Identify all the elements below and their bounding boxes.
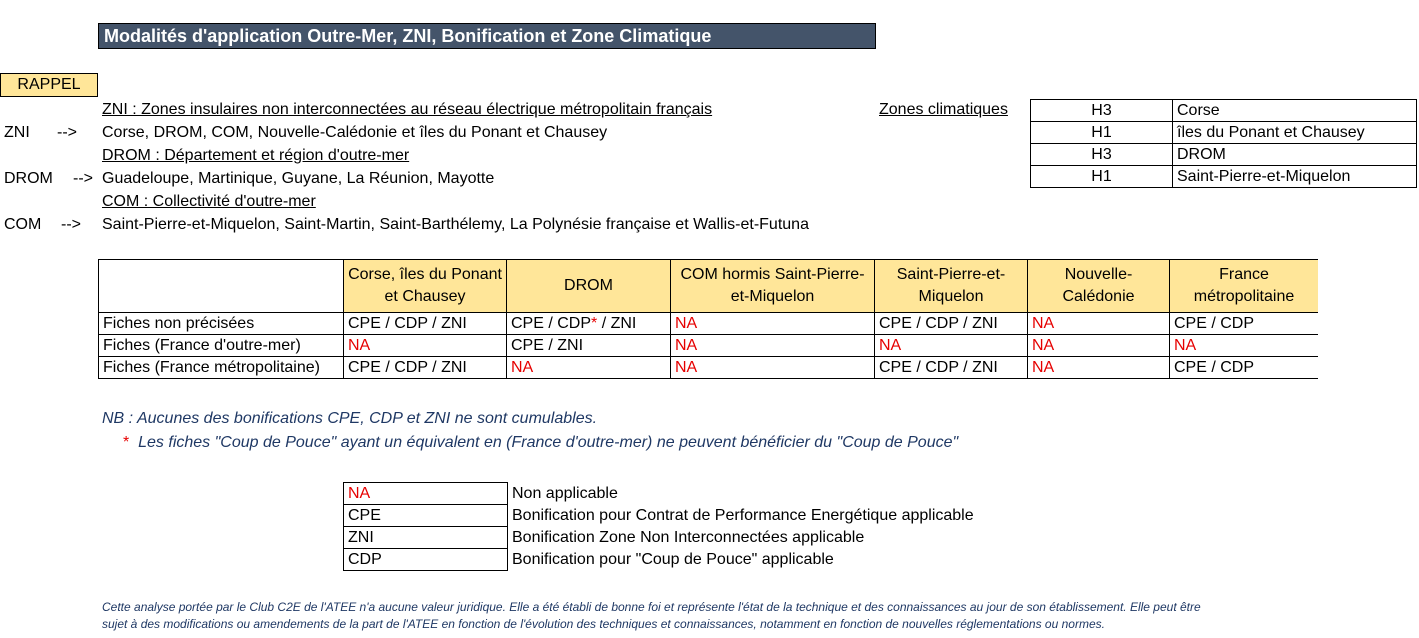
disclaimer-line-2: sujet à des modifications ou amendements de la part de l'ATEE en fonction de l'évolution des techniques et connaissances, notamment en fonction de nouvelles réglementations ou normes. [102, 617, 1105, 631]
drom-list: Guadeloupe, Martinique, Guyane, La Réunion, Mayotte [102, 170, 495, 187]
disclaimer-line-1: Cette analyse portée par le Club C2E de l'ATEE n'a aucune valeur juridique. Elle a été établi de bonne foi et représente l'état de la technique et des connaissances au jour de son établissement. Elle peut être [102, 600, 1201, 614]
matrix-cell: NA [671, 335, 875, 357]
matrix-cell: NA [344, 335, 507, 357]
matrix-cell: NA [1170, 335, 1319, 357]
matrix-corner-cell [99, 260, 344, 313]
row-label: Fiches non précisées [99, 313, 344, 335]
table-row [1031, 166, 1417, 188]
com-heading: COM : Collectivité d'outre-mer [102, 193, 316, 210]
bonification-matrix [98, 259, 1318, 379]
matrix-cell: CPE / CDP [1170, 313, 1319, 335]
legend-row [344, 527, 979, 549]
com-list: Saint-Pierre-et-Miquelon, Saint-Martin, Saint-Barthélemy, La Polynésie française et Wallis-et-Futuna [102, 216, 809, 233]
zni-heading: ZNI : Zones insulaires non interconnectées au réseau électrique métropolitain français [102, 101, 713, 118]
matrix-cell: NA [1028, 313, 1170, 335]
table-row [1031, 122, 1417, 144]
coup-de-pouce-text: Les fiches "Coup de Pouce" ayant un équivalent en (France d'outre-mer) ne peuvent bénéficier du "Coup de Pouce" [138, 434, 959, 451]
matrix-cell: NA [507, 357, 671, 379]
matrix-cell: NA [1028, 357, 1170, 379]
matrix-cell: NA [671, 357, 875, 379]
matrix-cell: CPE / CDP / ZNI [344, 357, 507, 379]
nb-note: NB : Aucunes des bonifications CPE, CDP et ZNI ne sont cumulables. [102, 410, 598, 427]
table-row [99, 313, 1319, 335]
drom-label: DROM [4, 170, 53, 187]
legend-key: NA [344, 483, 508, 505]
table-row [99, 335, 1319, 357]
legend-row [344, 483, 979, 505]
matrix-cell: NA [671, 313, 875, 335]
matrix-cell: CPE / CDP / ZNI [344, 313, 507, 335]
drom-arrow: --> [73, 170, 93, 187]
legend-desc: Bonification pour Contrat de Performance Energétique applicable [512, 507, 974, 524]
matrix-cell: NA [1028, 335, 1170, 357]
matrix-column-header: DROM [507, 260, 671, 313]
table-row [1031, 144, 1417, 166]
matrix-column-header: France métropolitaine [1170, 260, 1319, 313]
legend-key: ZNI [344, 527, 508, 549]
zone-code: H1 [1031, 122, 1173, 144]
row-label: Fiches (France métropolitaine) [99, 357, 344, 379]
com-arrow: --> [61, 216, 81, 233]
matrix-header-row [99, 260, 1319, 313]
zni-text: / ZNI [597, 315, 637, 332]
coup-de-pouce-note [123, 434, 958, 452]
matrix-cell: CPE / CDP / ZNI [875, 357, 1028, 379]
asterisk: * [591, 315, 598, 332]
matrix-column-header: Saint-Pierre-et-Miquelon [875, 260, 1028, 313]
matrix-cell: CPE / CDP [1170, 357, 1319, 379]
legend-desc: Non applicable [512, 485, 618, 502]
zones-label: Zones climatiques [879, 101, 1008, 118]
matrix-cell: CPE / CDP / ZNI [875, 313, 1028, 335]
legend-key: CPE [344, 505, 508, 527]
legend-key: CDP [344, 549, 508, 571]
legend-row [344, 505, 979, 527]
zone-name: îles du Ponant et Chausey [1173, 122, 1417, 144]
legend-row [344, 549, 979, 571]
matrix-column-header: Nouvelle-Calédonie [1028, 260, 1170, 313]
zone-code: H1 [1031, 166, 1173, 188]
row-label: Fiches (France d'outre-mer) [99, 335, 344, 357]
zni-arrow: --> [57, 124, 77, 141]
table-row [99, 357, 1319, 379]
climate-zones-table [1030, 99, 1417, 188]
zone-name: Saint-Pierre-et-Miquelon [1173, 166, 1417, 188]
zone-name: DROM [1173, 144, 1417, 166]
legend-table [343, 482, 979, 571]
matrix-column-header: Corse, îles du Ponant et Chausey [344, 260, 507, 313]
cpe-cdp-text: CPE / CDP [511, 315, 592, 332]
rappel-label: RAPPEL [0, 73, 98, 97]
zone-code: H3 [1031, 100, 1173, 122]
legend-desc: Bonification pour "Coup de Pouce" applicable [512, 551, 834, 568]
legend-desc: Bonification Zone Non Interconnectées applicable [512, 529, 865, 546]
com-label: COM [4, 216, 42, 233]
matrix-cell: NA [875, 335, 1028, 357]
page-title: Modalités d'application Outre-Mer, ZNI, Bonification et Zone Climatique [98, 23, 876, 49]
matrix-cell: CPE / ZNI [507, 335, 671, 357]
table-row [1031, 100, 1417, 122]
asterisk: * [123, 434, 130, 451]
zni-label: ZNI [4, 124, 30, 141]
matrix-cell [507, 313, 671, 335]
zone-name: Corse [1173, 100, 1417, 122]
drom-heading: DROM : Département et région d'outre-mer [102, 147, 410, 164]
zni-list: Corse, DROM, COM, Nouvelle-Calédonie et îles du Ponant et Chausey [102, 124, 608, 141]
zone-code: H3 [1031, 144, 1173, 166]
matrix-column-header: COM hormis Saint-Pierre-et-Miquelon [671, 260, 875, 313]
